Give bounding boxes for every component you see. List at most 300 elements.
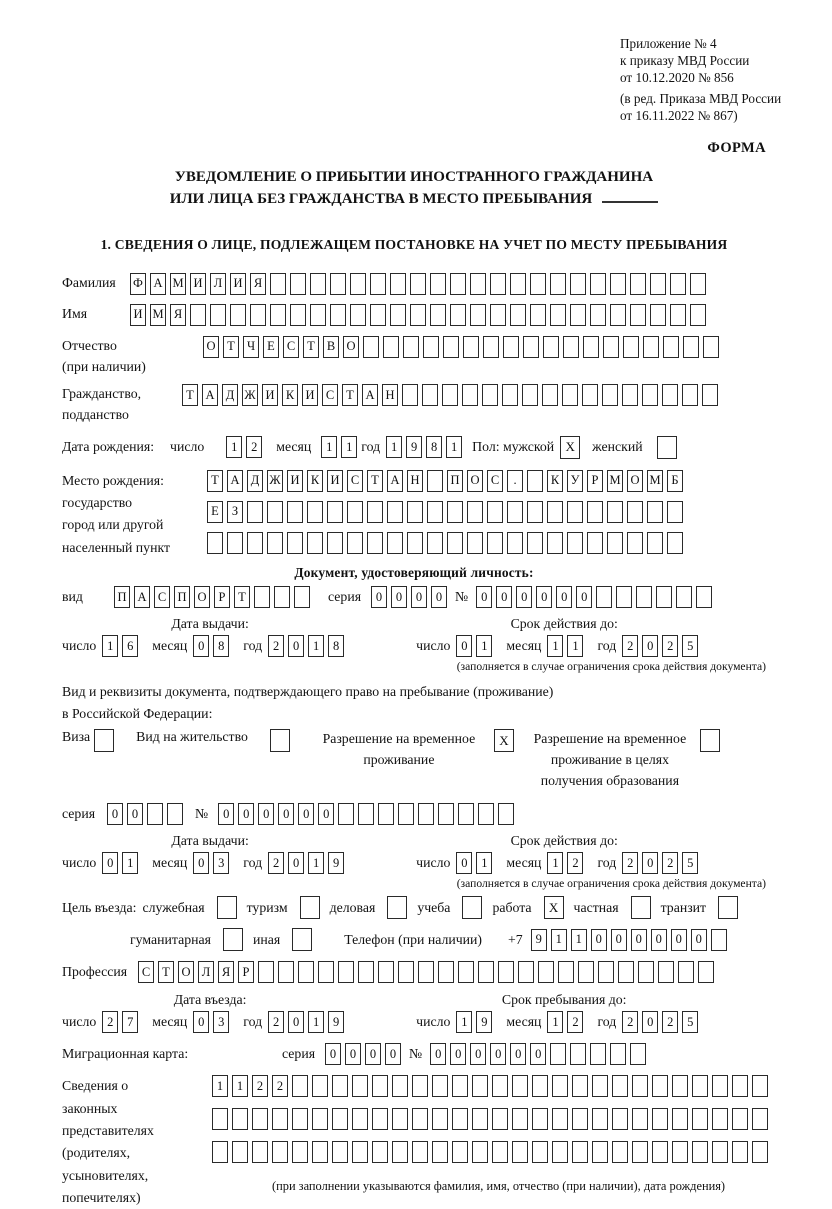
form-cell[interactable] [690, 304, 706, 326]
form-cell[interactable]: 2 [272, 1075, 288, 1097]
form-cell[interactable] [294, 586, 310, 608]
form-cell[interactable]: Я [218, 961, 234, 983]
form-cell[interactable] [572, 1075, 588, 1097]
form-cell[interactable] [367, 532, 383, 554]
form-cell[interactable] [662, 384, 678, 406]
form-cell[interactable] [587, 501, 603, 523]
form-cell[interactable]: 5 [682, 1011, 698, 1033]
form-cell[interactable] [338, 803, 354, 825]
form-cell[interactable]: Д [222, 384, 238, 406]
form-cell[interactable]: С [138, 961, 154, 983]
form-cell[interactable]: 3 [213, 1011, 229, 1033]
form-cell[interactable] [470, 273, 486, 295]
form-cell[interactable] [582, 384, 598, 406]
form-cell[interactable]: 0 [642, 852, 658, 874]
form-cell[interactable] [478, 961, 494, 983]
form-cell[interactable]: М [170, 273, 186, 295]
form-cell[interactable]: 1 [308, 1011, 324, 1033]
form-cell[interactable] [712, 1108, 728, 1130]
form-cell[interactable] [532, 1141, 548, 1163]
form-cell[interactable] [287, 532, 303, 554]
form-cell[interactable]: А [202, 384, 218, 406]
form-cell[interactable] [567, 501, 583, 523]
form-cell[interactable] [392, 1108, 408, 1130]
form-cell[interactable] [390, 273, 406, 295]
form-cell[interactable] [462, 384, 478, 406]
form-cell[interactable]: Ж [267, 470, 283, 492]
form-cell[interactable] [307, 501, 323, 523]
form-cell[interactable] [418, 961, 434, 983]
form-cell[interactable] [278, 961, 294, 983]
form-cell[interactable]: 9 [328, 1011, 344, 1033]
form-cell[interactable] [692, 1075, 708, 1097]
form-cell[interactable]: 0 [556, 586, 572, 608]
form-cell[interactable]: Т [303, 336, 319, 358]
form-cell[interactable] [567, 532, 583, 554]
form-cell[interactable] [572, 1141, 588, 1163]
form-cell[interactable] [712, 1075, 728, 1097]
form-cell[interactable]: П [174, 586, 190, 608]
form-cell[interactable] [670, 273, 686, 295]
form-cell[interactable] [547, 532, 563, 554]
form-cell[interactable] [692, 1108, 708, 1130]
form-cell[interactable] [438, 961, 454, 983]
form-cell[interactable]: 1 [122, 852, 138, 874]
form-cell[interactable] [650, 273, 666, 295]
form-cell[interactable] [612, 1075, 628, 1097]
form-cell[interactable] [252, 1141, 268, 1163]
form-cell[interactable] [307, 532, 323, 554]
form-cell[interactable] [410, 304, 426, 326]
form-cell[interactable]: 0 [450, 1043, 466, 1065]
form-cell[interactable] [347, 501, 363, 523]
form-cell[interactable] [467, 501, 483, 523]
form-cell[interactable] [587, 532, 603, 554]
form-cell[interactable] [167, 803, 183, 825]
form-cell[interactable] [327, 501, 343, 523]
form-cell[interactable]: 0 [193, 635, 209, 657]
form-cell[interactable] [487, 532, 503, 554]
form-cell[interactable] [523, 336, 539, 358]
form-cell[interactable]: 1 [476, 635, 492, 657]
sex-female-checkbox[interactable] [657, 436, 677, 459]
form-cell[interactable] [607, 501, 623, 523]
form-cell[interactable]: Б [667, 470, 683, 492]
form-cell[interactable]: М [607, 470, 623, 492]
form-cell[interactable] [676, 586, 692, 608]
form-cell[interactable] [227, 532, 243, 554]
form-cell[interactable]: 0 [318, 803, 334, 825]
form-cell[interactable] [423, 336, 439, 358]
form-cell[interactable] [692, 1141, 708, 1163]
form-cell[interactable] [432, 1108, 448, 1130]
form-cell[interactable]: 0 [298, 803, 314, 825]
form-cell[interactable]: 0 [391, 586, 407, 608]
form-cell[interactable] [507, 532, 523, 554]
form-cell[interactable] [643, 336, 659, 358]
form-cell[interactable] [583, 336, 599, 358]
form-cell[interactable]: 2 [662, 852, 678, 874]
form-cell[interactable] [387, 532, 403, 554]
form-cell[interactable] [678, 961, 694, 983]
form-cell[interactable]: Т [158, 961, 174, 983]
form-cell[interactable]: 0 [102, 852, 118, 874]
form-cell[interactable] [552, 1141, 568, 1163]
form-cell[interactable]: 0 [193, 1011, 209, 1033]
form-cell[interactable]: Ф [130, 273, 146, 295]
form-cell[interactable]: А [134, 586, 150, 608]
form-cell[interactable] [370, 273, 386, 295]
form-cell[interactable]: О [467, 470, 483, 492]
form-cell[interactable] [230, 304, 246, 326]
form-cell[interactable] [392, 1141, 408, 1163]
form-cell[interactable]: М [647, 470, 663, 492]
form-cell[interactable] [752, 1075, 768, 1097]
form-cell[interactable]: 8 [426, 436, 442, 458]
form-cell[interactable] [578, 961, 594, 983]
form-cell[interactable] [616, 586, 632, 608]
form-cell[interactable]: 6 [122, 635, 138, 657]
form-cell[interactable] [632, 1141, 648, 1163]
form-cell[interactable]: 0 [431, 586, 447, 608]
form-cell[interactable] [490, 304, 506, 326]
form-cell[interactable]: 0 [288, 852, 304, 874]
form-cell[interactable] [452, 1141, 468, 1163]
form-cell[interactable] [527, 470, 543, 492]
form-cell[interactable] [450, 304, 466, 326]
purpose-study-checkbox[interactable] [462, 896, 482, 919]
option-visa-checkbox[interactable] [94, 729, 114, 752]
form-cell[interactable]: 2 [567, 852, 583, 874]
form-cell[interactable] [407, 501, 423, 523]
form-cell[interactable] [478, 803, 494, 825]
form-cell[interactable] [332, 1108, 348, 1130]
form-cell[interactable] [318, 961, 334, 983]
form-cell[interactable] [607, 532, 623, 554]
form-cell[interactable]: И [327, 470, 343, 492]
purpose-business-checkbox[interactable] [387, 896, 407, 919]
form-cell[interactable]: 5 [682, 852, 698, 874]
form-cell[interactable]: 2 [567, 1011, 583, 1033]
form-cell[interactable] [630, 273, 646, 295]
form-cell[interactable] [670, 304, 686, 326]
form-cell[interactable]: 0 [456, 635, 472, 657]
form-cell[interactable]: 1 [308, 852, 324, 874]
form-cell[interactable] [467, 532, 483, 554]
form-cell[interactable] [338, 961, 354, 983]
form-cell[interactable]: 9 [328, 852, 344, 874]
form-cell[interactable] [542, 384, 558, 406]
form-cell[interactable]: С [283, 336, 299, 358]
purpose-humanitarian-checkbox[interactable] [223, 928, 243, 951]
form-cell[interactable] [352, 1075, 368, 1097]
form-cell[interactable] [430, 304, 446, 326]
form-cell[interactable] [630, 304, 646, 326]
form-cell[interactable] [487, 501, 503, 523]
form-cell[interactable] [552, 1108, 568, 1130]
form-cell[interactable] [498, 961, 514, 983]
form-cell[interactable] [430, 273, 446, 295]
form-cell[interactable]: 1 [571, 929, 587, 951]
form-cell[interactable] [627, 501, 643, 523]
form-cell[interactable] [702, 384, 718, 406]
form-cell[interactable]: 0 [510, 1043, 526, 1065]
form-cell[interactable] [518, 961, 534, 983]
form-cell[interactable] [482, 384, 498, 406]
form-cell[interactable]: 2 [622, 635, 638, 657]
form-cell[interactable] [472, 1141, 488, 1163]
form-cell[interactable] [538, 961, 554, 983]
form-cell[interactable]: К [307, 470, 323, 492]
form-cell[interactable]: Н [382, 384, 398, 406]
form-cell[interactable]: Л [198, 961, 214, 983]
form-cell[interactable]: 0 [642, 635, 658, 657]
form-cell[interactable] [310, 304, 326, 326]
form-cell[interactable]: С [322, 384, 338, 406]
form-cell[interactable]: 1 [551, 929, 567, 951]
form-cell[interactable] [463, 336, 479, 358]
form-cell[interactable] [490, 273, 506, 295]
form-cell[interactable] [647, 501, 663, 523]
form-cell[interactable]: Е [263, 336, 279, 358]
form-cell[interactable] [630, 1043, 646, 1065]
form-cell[interactable]: 0 [258, 803, 274, 825]
form-cell[interactable] [632, 1108, 648, 1130]
form-cell[interactable] [190, 304, 206, 326]
form-cell[interactable]: 0 [411, 586, 427, 608]
form-cell[interactable]: А [227, 470, 243, 492]
form-cell[interactable] [672, 1141, 688, 1163]
form-cell[interactable]: 3 [213, 852, 229, 874]
form-cell[interactable]: 1 [341, 436, 357, 458]
form-cell[interactable] [258, 961, 274, 983]
form-cell[interactable] [711, 929, 727, 951]
form-cell[interactable] [527, 532, 543, 554]
form-cell[interactable] [247, 532, 263, 554]
form-cell[interactable] [503, 336, 519, 358]
form-cell[interactable] [618, 961, 634, 983]
form-cell[interactable]: 0 [631, 929, 647, 951]
form-cell[interactable]: И [262, 384, 278, 406]
form-cell[interactable] [650, 304, 666, 326]
form-cell[interactable] [372, 1075, 388, 1097]
form-cell[interactable]: Ж [242, 384, 258, 406]
form-cell[interactable]: Т [367, 470, 383, 492]
form-cell[interactable] [698, 961, 714, 983]
form-cell[interactable] [732, 1075, 748, 1097]
purpose-other-checkbox[interactable] [292, 928, 312, 951]
form-cell[interactable]: 2 [268, 635, 284, 657]
form-cell[interactable] [432, 1141, 448, 1163]
form-cell[interactable] [492, 1075, 508, 1097]
form-cell[interactable]: 0 [371, 586, 387, 608]
form-cell[interactable] [658, 961, 674, 983]
form-cell[interactable] [427, 470, 443, 492]
form-cell[interactable] [470, 304, 486, 326]
form-cell[interactable]: П [114, 586, 130, 608]
form-cell[interactable] [392, 1075, 408, 1097]
form-cell[interactable]: Р [238, 961, 254, 983]
form-cell[interactable]: 0 [490, 1043, 506, 1065]
form-cell[interactable] [667, 501, 683, 523]
form-cell[interactable] [398, 803, 414, 825]
form-cell[interactable] [412, 1141, 428, 1163]
form-cell[interactable] [267, 501, 283, 523]
form-cell[interactable] [287, 501, 303, 523]
form-cell[interactable] [212, 1141, 228, 1163]
form-cell[interactable]: С [487, 470, 503, 492]
form-cell[interactable] [656, 586, 672, 608]
form-cell[interactable]: 0 [591, 929, 607, 951]
form-cell[interactable] [498, 803, 514, 825]
form-cell[interactable]: 1 [567, 635, 583, 657]
form-cell[interactable] [312, 1108, 328, 1130]
form-cell[interactable] [532, 1075, 548, 1097]
form-cell[interactable] [458, 803, 474, 825]
form-cell[interactable]: Т [207, 470, 223, 492]
form-cell[interactable] [290, 273, 306, 295]
form-cell[interactable] [358, 803, 374, 825]
form-cell[interactable] [590, 304, 606, 326]
form-cell[interactable]: 0 [288, 1011, 304, 1033]
form-cell[interactable]: А [387, 470, 403, 492]
form-cell[interactable]: А [150, 273, 166, 295]
form-cell[interactable] [443, 336, 459, 358]
form-cell[interactable] [363, 336, 379, 358]
form-cell[interactable]: Т [223, 336, 239, 358]
form-cell[interactable]: 0 [516, 586, 532, 608]
form-cell[interactable]: З [227, 501, 243, 523]
form-cell[interactable]: К [282, 384, 298, 406]
form-cell[interactable] [562, 384, 578, 406]
form-cell[interactable]: 2 [268, 1011, 284, 1033]
form-cell[interactable] [610, 304, 626, 326]
form-cell[interactable] [212, 1108, 228, 1130]
form-cell[interactable] [232, 1141, 248, 1163]
form-cell[interactable]: 0 [456, 852, 472, 874]
purpose-tourism-checkbox[interactable] [300, 896, 320, 919]
form-cell[interactable] [683, 336, 699, 358]
form-cell[interactable] [627, 532, 643, 554]
form-cell[interactable] [622, 384, 638, 406]
form-cell[interactable]: О [203, 336, 219, 358]
form-cell[interactable] [247, 501, 263, 523]
form-cell[interactable] [383, 336, 399, 358]
form-cell[interactable] [696, 586, 712, 608]
form-cell[interactable] [458, 961, 474, 983]
form-cell[interactable]: 0 [576, 586, 592, 608]
form-cell[interactable] [250, 304, 266, 326]
form-cell[interactable] [602, 384, 618, 406]
form-cell[interactable] [532, 1108, 548, 1130]
form-cell[interactable] [427, 501, 443, 523]
form-cell[interactable] [292, 1075, 308, 1097]
form-cell[interactable] [690, 273, 706, 295]
form-cell[interactable]: 0 [325, 1043, 341, 1065]
form-cell[interactable] [612, 1141, 628, 1163]
form-cell[interactable] [422, 384, 438, 406]
form-cell[interactable] [636, 586, 652, 608]
form-cell[interactable]: Я [170, 304, 186, 326]
form-cell[interactable] [610, 1043, 626, 1065]
form-cell[interactable] [550, 304, 566, 326]
form-cell[interactable]: И [230, 273, 246, 295]
form-cell[interactable]: 0 [530, 1043, 546, 1065]
form-cell[interactable] [272, 1108, 288, 1130]
option-temp-residence-education-checkbox[interactable] [700, 729, 720, 752]
form-cell[interactable]: 1 [308, 635, 324, 657]
option-residence-permit-checkbox[interactable] [270, 729, 290, 752]
form-cell[interactable] [403, 336, 419, 358]
form-cell[interactable]: 7 [122, 1011, 138, 1033]
form-cell[interactable] [543, 336, 559, 358]
form-cell[interactable]: А [362, 384, 378, 406]
form-cell[interactable] [598, 961, 614, 983]
form-cell[interactable] [647, 532, 663, 554]
form-cell[interactable]: 9 [531, 929, 547, 951]
form-cell[interactable] [270, 273, 286, 295]
form-cell[interactable]: И [190, 273, 206, 295]
form-cell[interactable] [332, 1141, 348, 1163]
form-cell[interactable]: О [178, 961, 194, 983]
form-cell[interactable] [570, 1043, 586, 1065]
form-cell[interactable]: 0 [470, 1043, 486, 1065]
form-cell[interactable] [732, 1108, 748, 1130]
form-cell[interactable] [592, 1141, 608, 1163]
form-cell[interactable]: Е [207, 501, 223, 523]
form-cell[interactable]: К [547, 470, 563, 492]
form-cell[interactable] [752, 1108, 768, 1130]
form-cell[interactable] [352, 1108, 368, 1130]
form-cell[interactable]: 1 [321, 436, 337, 458]
form-cell[interactable] [642, 384, 658, 406]
form-cell[interactable] [510, 304, 526, 326]
form-cell[interactable] [472, 1075, 488, 1097]
form-cell[interactable]: 0 [238, 803, 254, 825]
form-cell[interactable] [292, 1108, 308, 1130]
form-cell[interactable] [572, 1108, 588, 1130]
form-cell[interactable]: С [154, 586, 170, 608]
form-cell[interactable]: 0 [107, 803, 123, 825]
form-cell[interactable]: П [447, 470, 463, 492]
form-cell[interactable]: 0 [651, 929, 667, 951]
form-cell[interactable] [667, 532, 683, 554]
form-cell[interactable] [550, 273, 566, 295]
form-cell[interactable] [402, 384, 418, 406]
form-cell[interactable] [512, 1141, 528, 1163]
form-cell[interactable] [558, 961, 574, 983]
form-cell[interactable] [330, 304, 346, 326]
form-cell[interactable] [398, 961, 414, 983]
form-cell[interactable]: 1 [547, 852, 563, 874]
form-cell[interactable]: Р [214, 586, 230, 608]
form-cell[interactable] [703, 336, 719, 358]
form-cell[interactable] [612, 1108, 628, 1130]
purpose-private-checkbox[interactable] [631, 896, 651, 919]
form-cell[interactable]: 0 [278, 803, 294, 825]
form-cell[interactable]: 2 [662, 1011, 678, 1033]
form-cell[interactable] [412, 1075, 428, 1097]
form-cell[interactable] [592, 1108, 608, 1130]
form-cell[interactable] [590, 273, 606, 295]
form-cell[interactable] [327, 532, 343, 554]
form-cell[interactable] [752, 1141, 768, 1163]
form-cell[interactable]: 0 [385, 1043, 401, 1065]
form-cell[interactable]: И [130, 304, 146, 326]
form-cell[interactable] [412, 1108, 428, 1130]
form-cell[interactable] [522, 384, 538, 406]
form-cell[interactable]: 1 [547, 635, 563, 657]
